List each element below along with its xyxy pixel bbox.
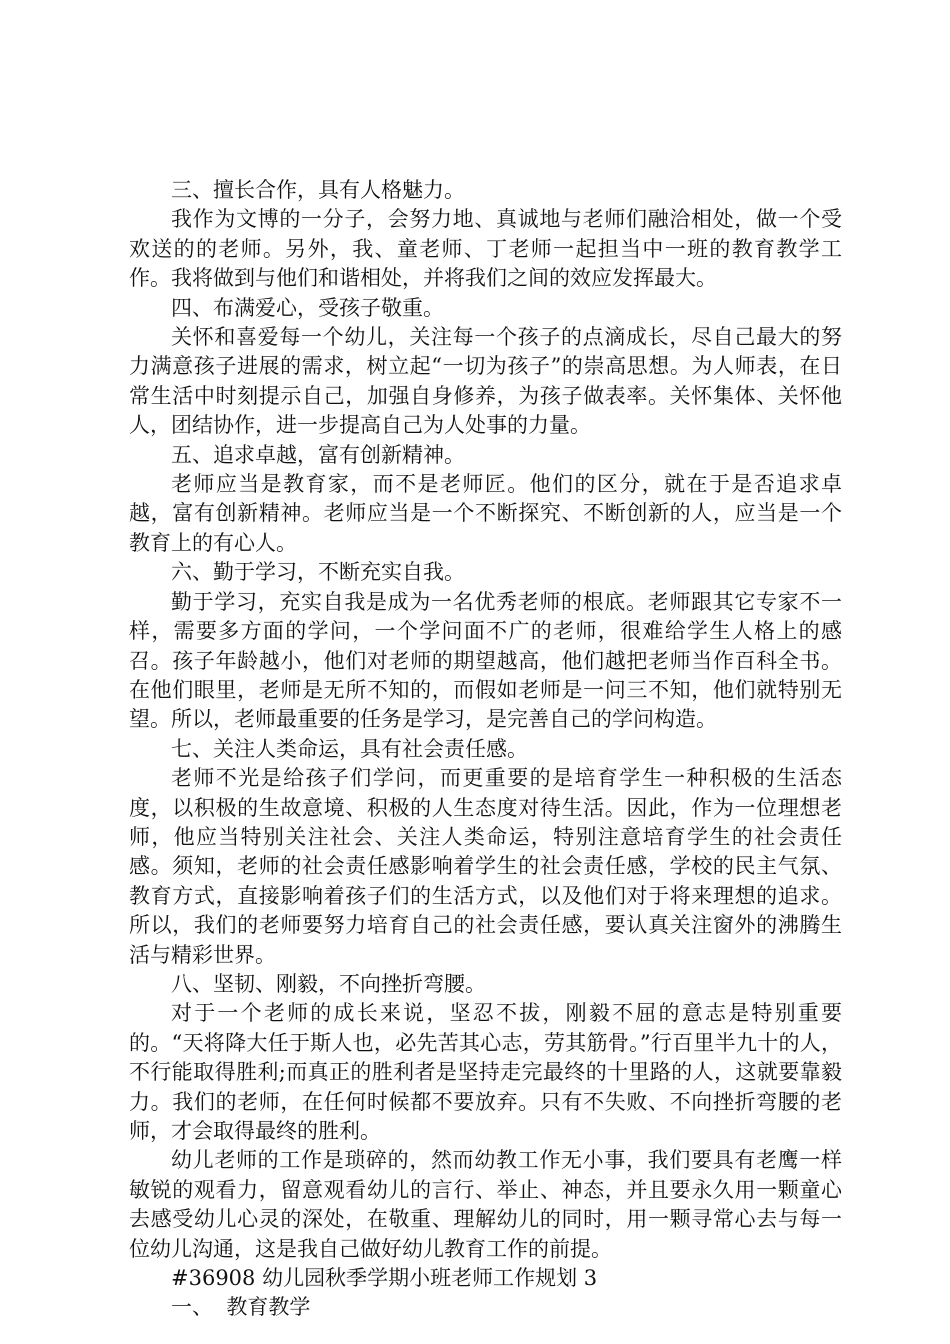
heading-responsibility: 七、关注人类命运，具有社会责任感。 [171,736,528,761]
section-title: #36908 幼儿园秋季学期小班老师工作规划 3 [171,1266,598,1291]
paragraph-perseverance: 对于一个老师的成长来说，坚忍不拔，刚毅不屈的意志是特别重要的。“天将降大任于斯人也，必先苦其心志，劳其筋骨。”行百里半九十的人，不行能取得胜利;而真正的胜利者是坚持走完最终的十里路的人，这就要靠毅力。我们的老师，在任何时候都不要放弃。只有不失败、不向挫折弯腰的老师，才会取得最终的胜利。 [129,1001,842,1143]
paragraph-cooperation: 我作为文博的一分子，会努力地、真诚地与老师们融洽相处，做一个受欢送的的老师。另外，我、童老师、丁老师一起担当中一班的教育教学工作。我将做到与他们和谐相处，并将我们之间的效应发挥最大。 [129,207,842,291]
paragraph-responsibility: 老师不光是给孩子们学问，而更重要的是培育学生一种积极的生活态度，以积极的生故意境、积极的人生态度对待生活。因此，作为一位理想老师，他应当特别关注社会、关注人类命运，特别注意培育学生的社会责任感。须知，老师的社会责任感影响着学生的社会责任感，学校的民主气氛、教育方式，直接影响着孩子们的生活方式，以及他们对于将来理想的追求。所以，我们的老师要努力培育自己的社会责任感，要认真关注窗外的沸腾生活与精彩世界。 [129,766,842,967]
paragraph-love: 关怀和喜爱每一个幼儿，关注每一个孩子的点滴成长，尽自己最大的努力满意孩子进展的需求，树立起“一切为孩子”的崇高思想。为人师表，在日常生活中时刻提示自己，加强自身修养，为孩子做表率。关怀集体、关怀他人，团结协作，进一步提高自己为人处事的力量。 [129,325,842,438]
sub-title: 一、 教育教学 [171,1295,311,1320]
document-body [129,176,842,1323]
heading-learning: 六、勤于学习，不断充实自我。 [171,560,465,585]
paragraph-summary: 幼儿老师的工作是琐碎的，然而幼教工作无小事，我们要具有老鹰一样敏锐的观看力，留意观看幼儿的言行、举止、神态，并且要永久用一颗童心去感受幼儿心灵的深处，在敬重、理解幼儿的同时，用一颗寻常心去与每一位幼儿沟通，这是我自己做好幼儿教育工作的前提。 [129,1148,842,1261]
heading-love: 四、布满爱心，受孩子敬重。 [171,295,444,320]
heading-cooperation: 三、擅长合作，具有人格魅力。 [171,178,465,202]
paragraph-excellence: 老师应当是教育家，而不是老师匠。他们的区分，就在于是否追求卓越，富有创新精神。老师应当是一个不断探究、不断创新的人，应当是一个教育上的有心人。 [129,472,842,555]
heading-perseverance: 八、坚韧、刚毅，不向挫折弯腰。 [171,971,486,996]
paragraph-learning: 勤于学习，充实自我是成为一名优秀老师的根底。老师跟其它专家不一样，需要多方面的学问，一个学问面不广的老师，很难给学生人格上的感召。孩子年龄越小，他们对老师的期望越高，他们越把老师当作百科全书。在他们眼里，老师是无所不知的，而假如老师是一问三不知，他们就特别无望。所以，老师最重要的任务是学习，是完善自己的学问构造。 [129,589,842,732]
heading-excellence: 五、追求卓越，富有创新精神。 [171,442,465,467]
